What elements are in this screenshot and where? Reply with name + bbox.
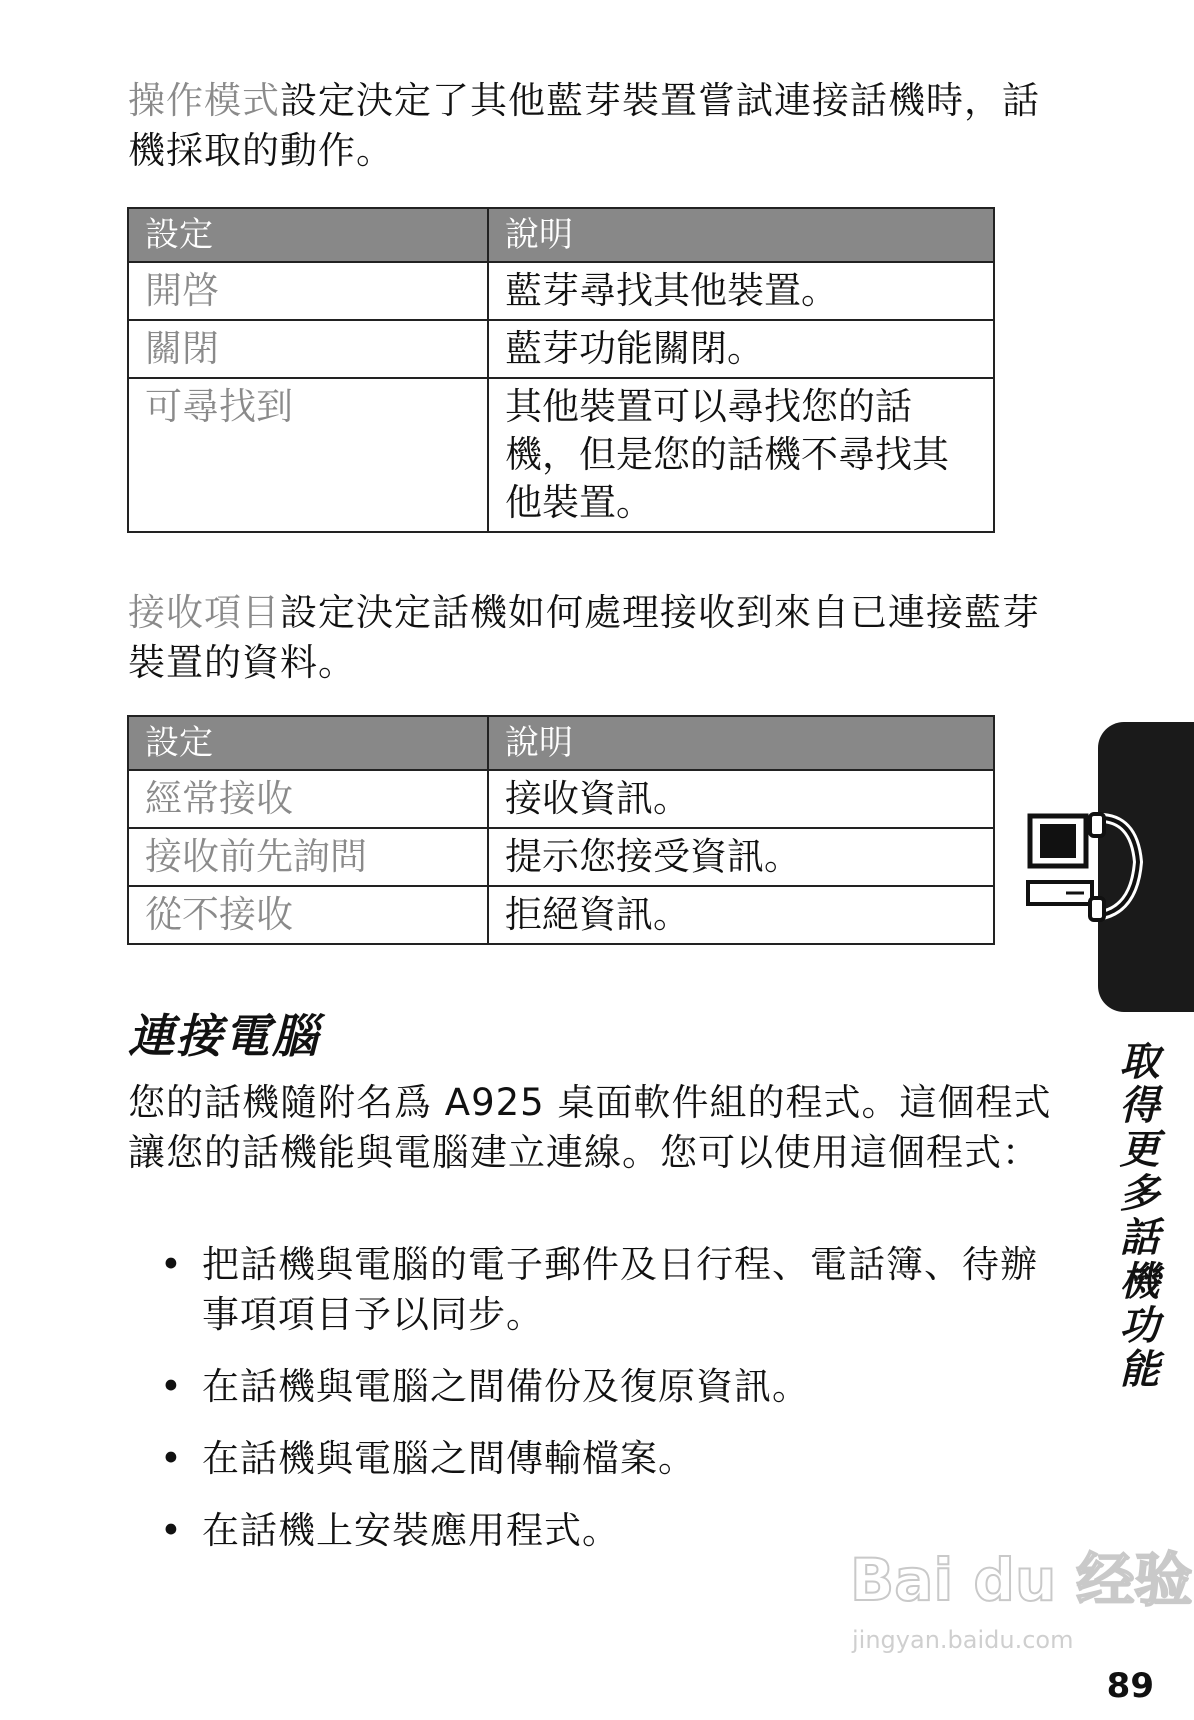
receive-items-term: 接收項目 — [128, 591, 280, 634]
description-cell: 提示您接受資訊。 — [488, 828, 994, 886]
table-row — [128, 378, 994, 532]
table-row — [128, 320, 994, 378]
description-cell: 接收資訊。 — [488, 770, 994, 828]
header-description: 說明 — [488, 716, 994, 770]
list-item — [160, 1240, 1060, 1340]
setting-cell: 可尋找到 — [128, 378, 488, 532]
table-row — [128, 262, 994, 320]
list-item — [160, 1434, 1060, 1484]
page-number: 89 — [1106, 1666, 1154, 1706]
description-cell: 藍芽尋找其他裝置。 — [488, 262, 994, 320]
list-item-text: 在話機上安裝應用程式。 — [202, 1509, 620, 1552]
chapter-title: 取得更多話機功能 — [1113, 1040, 1159, 1392]
bullet-icon: • — [160, 1437, 183, 1480]
section-heading: 連接電腦 — [128, 1009, 320, 1063]
setting-cell: 關閉 — [128, 320, 488, 378]
receive-text: 設定決定話機如何處理接收到來自已連接藍芽裝置的資料。 — [128, 591, 1040, 684]
receive-items-table — [127, 715, 995, 945]
setting-cell: 接收前先詢問 — [128, 828, 488, 886]
watermark-url: jingyan.baidu.com — [852, 1626, 1074, 1654]
bullet-icon: • — [160, 1365, 183, 1408]
list-item-text: 在話機與電腦之間傳輸檔案。 — [202, 1437, 696, 1480]
list-item-text: 在話機與電腦之間備份及復原資訊。 — [202, 1365, 810, 1408]
table-row — [128, 828, 994, 886]
section-body: 您的話機隨附名爲 A925 桌面軟件組的程式。這個程式讓您的話機能與電腦建立連線。您可以使用這個程式： — [128, 1081, 1052, 1174]
feature-list — [160, 1240, 1060, 1578]
setting-cell: 從不接收 — [128, 886, 488, 944]
setting-cell: 開啓 — [128, 262, 488, 320]
header-description: 說明 — [488, 208, 994, 262]
description-cell: 其他裝置可以尋找您的話機，但是您的話機不尋找其他裝置。 — [488, 378, 994, 532]
description-cell: 拒絕資訊。 — [488, 886, 994, 944]
table-row — [128, 770, 994, 828]
operation-mode-table — [127, 207, 995, 533]
header-setting: 設定 — [128, 208, 488, 262]
baidu-watermark — [840, 1530, 1193, 1670]
intro-text: 設定決定了其他藍芽裝置嘗試連接話機時，話機採取的動作。 — [128, 79, 1040, 172]
table-header-row — [128, 716, 994, 770]
bullet-icon: • — [160, 1509, 183, 1552]
table-row — [128, 886, 994, 944]
setting-cell: 經常接收 — [128, 770, 488, 828]
header-setting: 設定 — [128, 716, 488, 770]
list-item-text: 把話機與電腦的電子郵件及日行程、電話簿、待辦事項項目予以同步。 — [202, 1243, 1038, 1336]
watermark-brand: Bai du 经验 — [850, 1546, 1193, 1614]
computer-phone-icon — [1026, 812, 1150, 924]
table-header-row — [128, 208, 994, 262]
intro-paragraph — [128, 76, 1058, 176]
bullet-icon: • — [160, 1243, 183, 1286]
description-cell: 藍芽功能關閉。 — [488, 320, 994, 378]
receive-paragraph — [128, 588, 1058, 688]
operation-mode-term: 操作模式 — [128, 79, 280, 122]
list-item — [160, 1362, 1060, 1412]
